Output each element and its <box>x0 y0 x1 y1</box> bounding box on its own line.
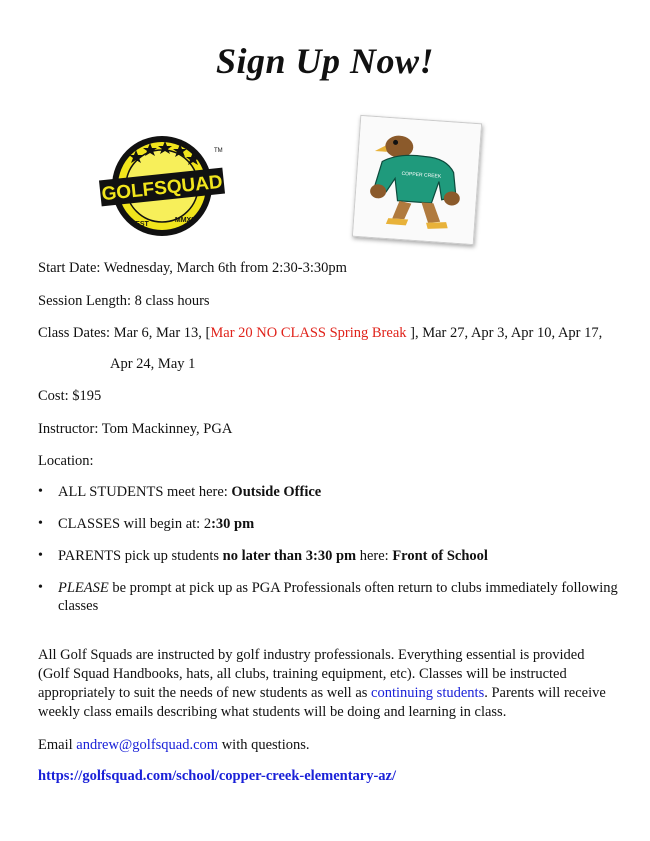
list-item <box>38 547 618 565</box>
email-suffix: with questions. <box>218 737 310 753</box>
instructor: Instructor: Tom Mackinney, PGA <box>38 421 233 437</box>
bullet-icon: • <box>38 516 43 531</box>
location-bullet-list <box>38 483 618 615</box>
bullet-icon: • <box>38 548 43 563</box>
info-text: All Golf Squads are instructed by golf industry professionals. Everything essential is provided (Golf Squad Handbooks, hats, all clubs, training equipment, etc). Classes will be instructed appropriately to suit the needs of new students as well as <box>38 647 585 701</box>
location-label: Location: <box>38 453 94 469</box>
bullet-icon: • <box>38 484 43 499</box>
email-link[interactable]: andrew@golfsquad.com <box>76 737 219 753</box>
class-dates-prefix: Class Dates: Mar 6, Mar 13, [ <box>38 325 211 341</box>
logo-year-text: MMXI <box>174 217 194 224</box>
start-date: Start Date: Wednesday, March 6th from 2:30-3:30pm <box>38 260 347 276</box>
email-line <box>38 736 310 754</box>
bullet-text: be prompt at pick up as PGA Professionals often return to clubs immediately following classes <box>58 580 618 614</box>
bullet-text: here: <box>356 548 393 564</box>
logo-est-text: EST <box>135 221 149 228</box>
golfsquad-logo <box>98 130 226 242</box>
bullet-text: CLASSES will begin at: 2 <box>58 516 212 532</box>
mascot-shirt-text: COPPER CREEK <box>401 170 442 180</box>
email-prefix: Email <box>38 737 77 753</box>
bullet-bold: :30 pm <box>211 516 255 532</box>
cost: Cost: $195 <box>38 388 102 404</box>
class-dates-suffix: ], Mar 27, Apr 3, Apr 10, Apr 17, <box>410 325 603 341</box>
bullet-text: ALL STUDENTS meet here: <box>58 484 232 500</box>
info-text: . Parents will receive weekly class emails describing what students will be doing and learning in class. <box>38 685 606 720</box>
info-paragraph <box>38 646 618 722</box>
list-item <box>38 483 618 501</box>
list-item <box>38 579 618 615</box>
bullet-bold: Outside Office <box>231 484 322 500</box>
continuing-students-link[interactable]: continuing students <box>371 685 485 701</box>
bullet-text: PARENTS pick up students <box>58 548 223 564</box>
bullet-italic: PLEASE <box>58 580 109 596</box>
school-url-link[interactable]: https://golfsquad.com/school/copper-creek-elementary-az/ <box>38 768 397 784</box>
page-title: Sign Up Now! <box>215 41 435 81</box>
bullet-icon: • <box>38 580 43 595</box>
spring-break-notice: Mar 20 NO CLASS Spring Break <box>210 325 411 341</box>
class-dates <box>38 324 602 342</box>
list-item <box>38 515 618 533</box>
bullet-bold: no later than 3:30 pm <box>222 548 357 564</box>
logo-tm-text: TM <box>214 148 223 154</box>
bullet-bold: Front of School <box>392 548 488 564</box>
session-length: Session Length: 8 class hours <box>38 293 210 309</box>
class-dates-continued: Apr 24, May 1 <box>110 356 196 372</box>
hawk-mascot-image <box>352 115 482 245</box>
logo-brand-text: GOLFSQUAD <box>100 171 224 206</box>
